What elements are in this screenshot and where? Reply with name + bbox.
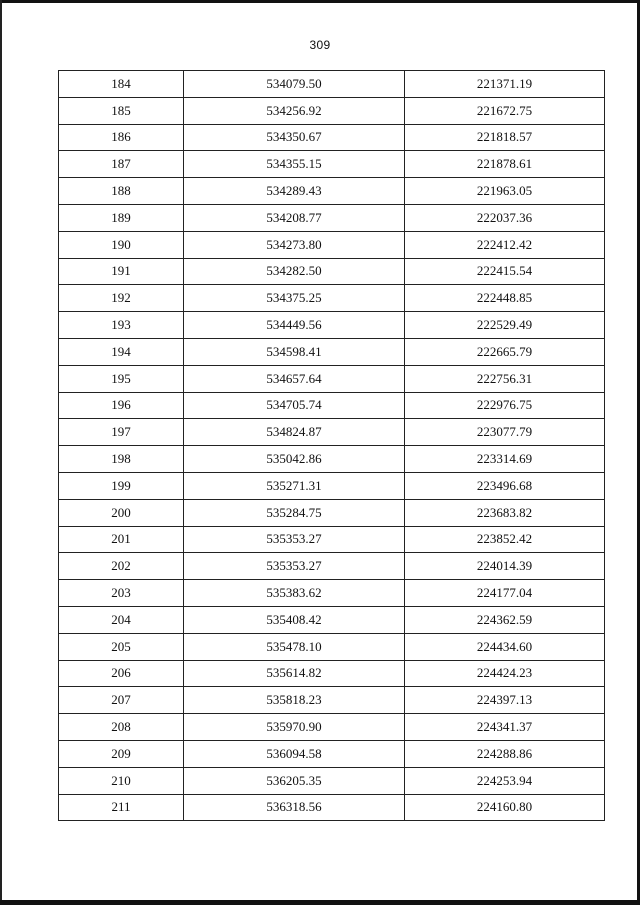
point-index-cell: 207 — [59, 687, 184, 714]
x-coordinate-cell: 534375.25 — [184, 285, 405, 312]
table-row — [59, 285, 605, 312]
y-coordinate-cell: 221818.57 — [405, 124, 605, 151]
table-row — [59, 151, 605, 178]
x-coordinate-cell: 534208.77 — [184, 204, 405, 231]
table-row — [59, 446, 605, 473]
y-coordinate-cell: 222756.31 — [405, 365, 605, 392]
point-index-cell: 189 — [59, 204, 184, 231]
table-row — [59, 338, 605, 365]
point-index-cell: 186 — [59, 124, 184, 151]
x-coordinate-cell: 536205.35 — [184, 767, 405, 794]
point-index-cell: 206 — [59, 660, 184, 687]
x-coordinate-cell: 535271.31 — [184, 472, 405, 499]
point-index-cell: 187 — [59, 151, 184, 178]
y-coordinate-cell: 223314.69 — [405, 446, 605, 473]
scan-border-bottom — [0, 900, 640, 905]
x-coordinate-cell: 534449.56 — [184, 312, 405, 339]
table-row — [59, 178, 605, 205]
y-coordinate-cell: 222665.79 — [405, 338, 605, 365]
y-coordinate-cell: 222415.54 — [405, 258, 605, 285]
y-coordinate-cell: 224177.04 — [405, 580, 605, 607]
table-row — [59, 794, 605, 821]
page-number: 309 — [309, 38, 331, 52]
y-coordinate-cell: 224288.86 — [405, 740, 605, 767]
y-coordinate-cell: 224397.13 — [405, 687, 605, 714]
table-row — [59, 740, 605, 767]
table-row — [59, 580, 605, 607]
point-index-cell: 193 — [59, 312, 184, 339]
y-coordinate-cell: 223496.68 — [405, 472, 605, 499]
table-row — [59, 124, 605, 151]
y-coordinate-cell: 224434.60 — [405, 633, 605, 660]
point-index-cell: 197 — [59, 419, 184, 446]
x-coordinate-cell: 536318.56 — [184, 794, 405, 821]
table-row — [59, 660, 605, 687]
x-coordinate-cell: 534657.64 — [184, 365, 405, 392]
point-index-cell: 199 — [59, 472, 184, 499]
y-coordinate-cell: 222529.49 — [405, 312, 605, 339]
y-coordinate-cell: 221963.05 — [405, 178, 605, 205]
x-coordinate-cell: 535383.62 — [184, 580, 405, 607]
table-row — [59, 392, 605, 419]
point-index-cell: 211 — [59, 794, 184, 821]
y-coordinate-cell: 221878.61 — [405, 151, 605, 178]
point-index-cell: 201 — [59, 526, 184, 553]
coordinate-table — [58, 70, 605, 821]
point-index-cell: 210 — [59, 767, 184, 794]
point-index-cell: 203 — [59, 580, 184, 607]
x-coordinate-cell: 535818.23 — [184, 687, 405, 714]
x-coordinate-cell: 534282.50 — [184, 258, 405, 285]
x-coordinate-cell: 535478.10 — [184, 633, 405, 660]
x-coordinate-cell: 534273.80 — [184, 231, 405, 258]
y-coordinate-cell: 224341.37 — [405, 714, 605, 741]
x-coordinate-cell: 535408.42 — [184, 606, 405, 633]
x-coordinate-cell: 534355.15 — [184, 151, 405, 178]
y-coordinate-cell: 223077.79 — [405, 419, 605, 446]
point-index-cell: 188 — [59, 178, 184, 205]
x-coordinate-cell: 534079.50 — [184, 71, 405, 98]
y-coordinate-cell: 224253.94 — [405, 767, 605, 794]
point-index-cell: 184 — [59, 71, 184, 98]
x-coordinate-cell: 535614.82 — [184, 660, 405, 687]
y-coordinate-cell: 223683.82 — [405, 499, 605, 526]
table-row — [59, 312, 605, 339]
point-index-cell: 194 — [59, 338, 184, 365]
point-index-cell: 190 — [59, 231, 184, 258]
x-coordinate-cell: 534598.41 — [184, 338, 405, 365]
point-index-cell: 202 — [59, 553, 184, 580]
table-row — [59, 499, 605, 526]
x-coordinate-cell: 535970.90 — [184, 714, 405, 741]
coordinate-table-container — [58, 70, 601, 821]
point-index-cell: 205 — [59, 633, 184, 660]
point-index-cell: 195 — [59, 365, 184, 392]
table-row — [59, 204, 605, 231]
table-row — [59, 687, 605, 714]
y-coordinate-cell: 224160.80 — [405, 794, 605, 821]
point-index-cell: 185 — [59, 97, 184, 124]
y-coordinate-cell: 221672.75 — [405, 97, 605, 124]
y-coordinate-cell: 222976.75 — [405, 392, 605, 419]
coordinate-table-body — [59, 71, 605, 821]
point-index-cell: 191 — [59, 258, 184, 285]
point-index-cell: 192 — [59, 285, 184, 312]
y-coordinate-cell: 224014.39 — [405, 553, 605, 580]
point-index-cell: 198 — [59, 446, 184, 473]
point-index-cell: 209 — [59, 740, 184, 767]
y-coordinate-cell: 222412.42 — [405, 231, 605, 258]
scan-border-left — [0, 0, 2, 905]
x-coordinate-cell: 536094.58 — [184, 740, 405, 767]
x-coordinate-cell: 535353.27 — [184, 553, 405, 580]
x-coordinate-cell: 534705.74 — [184, 392, 405, 419]
table-row — [59, 553, 605, 580]
y-coordinate-cell: 222448.85 — [405, 285, 605, 312]
table-row — [59, 258, 605, 285]
table-row — [59, 97, 605, 124]
y-coordinate-cell: 223852.42 — [405, 526, 605, 553]
y-coordinate-cell: 221371.19 — [405, 71, 605, 98]
y-coordinate-cell: 222037.36 — [405, 204, 605, 231]
table-row — [59, 472, 605, 499]
y-coordinate-cell: 224362.59 — [405, 606, 605, 633]
table-row — [59, 606, 605, 633]
point-index-cell: 208 — [59, 714, 184, 741]
table-row — [59, 633, 605, 660]
x-coordinate-cell: 534289.43 — [184, 178, 405, 205]
table-row — [59, 419, 605, 446]
x-coordinate-cell: 535042.86 — [184, 446, 405, 473]
point-index-cell: 204 — [59, 606, 184, 633]
x-coordinate-cell: 534256.92 — [184, 97, 405, 124]
y-coordinate-cell: 224424.23 — [405, 660, 605, 687]
x-coordinate-cell: 534824.87 — [184, 419, 405, 446]
table-row — [59, 526, 605, 553]
point-index-cell: 200 — [59, 499, 184, 526]
x-coordinate-cell: 535353.27 — [184, 526, 405, 553]
table-row — [59, 365, 605, 392]
table-row — [59, 231, 605, 258]
table-row — [59, 767, 605, 794]
point-index-cell: 196 — [59, 392, 184, 419]
scan-border-top — [0, 0, 640, 3]
table-row — [59, 714, 605, 741]
table-row — [59, 71, 605, 98]
x-coordinate-cell: 535284.75 — [184, 499, 405, 526]
x-coordinate-cell: 534350.67 — [184, 124, 405, 151]
